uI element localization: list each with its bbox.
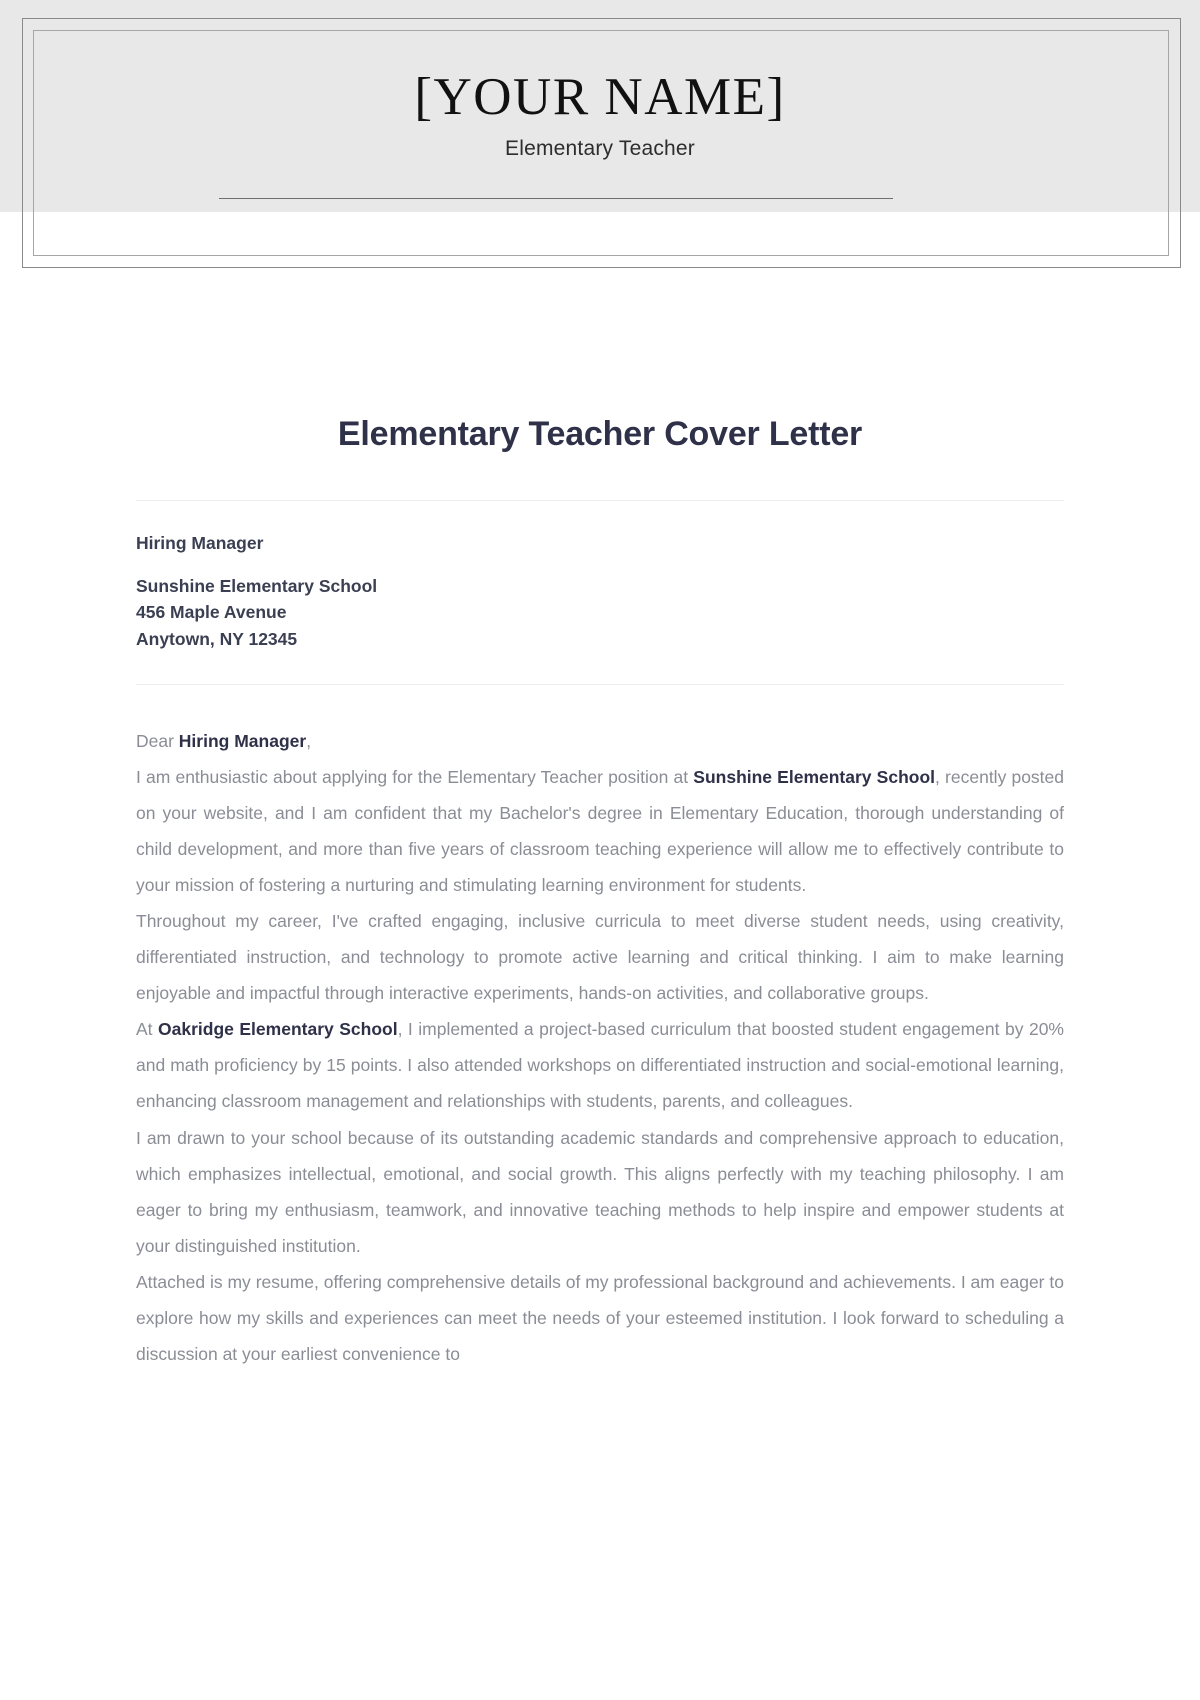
recipient-street: 456 Maple Avenue — [136, 602, 287, 622]
letterhead-content — [0, 0, 1200, 212]
paragraph-3-part-a: At — [136, 1019, 159, 1040]
recipient-address-block — [136, 501, 1064, 648]
candidate-role: Elementary Teacher — [505, 136, 695, 160]
letter-text — [136, 685, 1064, 1372]
letter-paragraph-3 — [136, 1011, 1064, 1119]
paragraph-3-school-name: Oakridge Elementary School — [158, 1019, 398, 1040]
recipient-city-state-zip: Anytown, NY 12345 — [136, 628, 298, 649]
cover-letter-body — [0, 280, 1200, 1372]
recipient-name: Hiring Manager — [136, 533, 264, 553]
page-title: Elementary Teacher Cover Letter — [337, 415, 863, 453]
candidate-name: [YOUR NAME] — [414, 68, 786, 126]
salutation-suffix: , — [306, 731, 312, 751]
letter-paragraph-4: I am drawn to your school because of its outstanding academic standards and comprehensive approach to education, which emphasizes intellectual, emotional, and social growth. This aligns perfectly with my teaching philosophy. I am eager to bring my enthusiasm, teamwork, and innovative teaching methods to help inspire and empower students at your distinguished institution. — [136, 1127, 1064, 1256]
salutation-recipient: Hiring Manager — [178, 731, 307, 751]
letter-paragraph-5: Attached is my resume, offering comprehensive details of my professional background and achievements. I am eager to explore how my skills and experiences can meet the needs of your esteemed institution. I look forward to scheduling a discussion at your earliest convenience to — [136, 1271, 1064, 1364]
salutation-line — [136, 723, 1064, 759]
letter-paragraph-2: Throughout my career, I've crafted engaging, inclusive curricula to meet diverse student needs, using creativity, differentiated instruction, and technology to promote active learning and critical thinking. I aim to make learning enjoyable and impactful through interactive experiments, hands-on activities, and collaborative groups. — [136, 911, 1064, 1004]
letterhead — [0, 0, 1200, 280]
paragraph-3-part-b: , I implemented a project-based curriculum that boosted student engagement by 20% and math proficiency by 15 points. I also attended workshops on differentiated instruction and social-emotional learning, enhancing classroom management and relationships with students, parents, and colleagues. — [136, 1019, 1064, 1112]
paragraph-1-school-name: Sunshine Elementary School — [693, 767, 936, 788]
recipient-organization: Sunshine Elementary School — [136, 575, 378, 596]
letter-paragraph-1 — [136, 759, 1064, 903]
paragraph-1-part-b: , recently posted on your website, and I am confident that my Bachelor's degree in Elementary Education, thorough understanding of child development, and more than five years of classroom teaching experience will allow me to effectively contribute to your mission of fostering a nurturing and stimulating learning environment for students. — [136, 767, 1065, 896]
salutation-prefix: Dear — [136, 731, 179, 751]
paragraph-1-part-a: I am enthusiastic about applying for the Elementary Teacher position at — [136, 767, 694, 788]
letterhead-underline-rule — [219, 198, 893, 199]
